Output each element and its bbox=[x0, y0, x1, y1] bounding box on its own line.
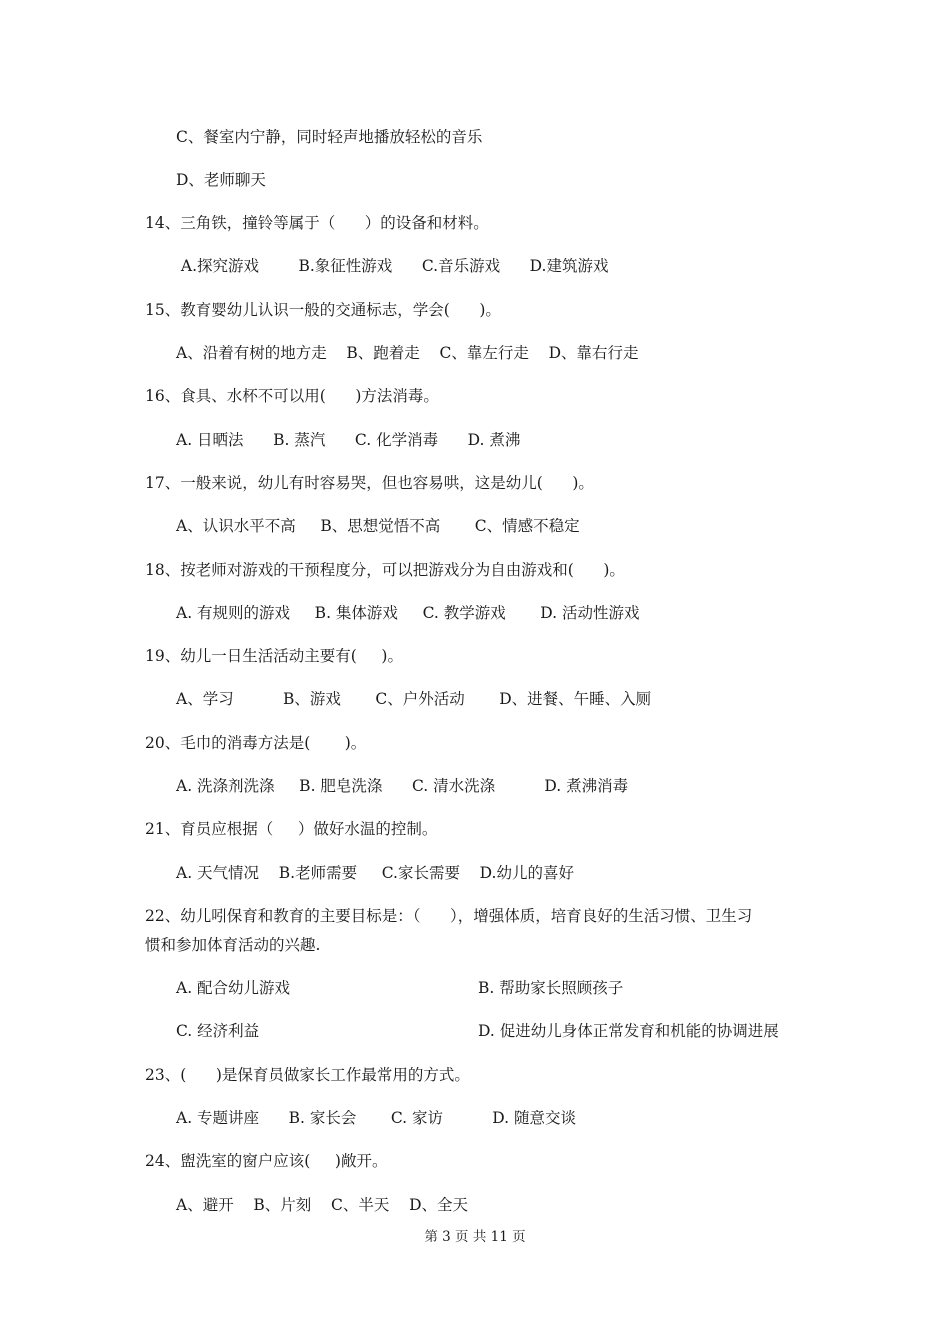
options-24: A、避开 B、片刻 C、半天 D、全天 bbox=[176, 1196, 468, 1214]
question-17: 17、一般来说，幼儿有时容易哭，但也容易哄，这是幼儿( )。 bbox=[145, 474, 594, 492]
question-24: 24、盥洗室的窗户应该( )敞开。 bbox=[145, 1152, 388, 1170]
question-16: 16、食具、水杯不可以用( )方法消毒。 bbox=[145, 387, 439, 405]
options-16: A. 日晒法 B. 蒸汽 C. 化学消毒 D. 煮沸 bbox=[176, 431, 521, 449]
question-19: 19、幼儿一日生活活动主要有( )。 bbox=[145, 647, 403, 665]
question-14: 14、三角铁，撞铃等属于（ ）的设备和材料。 bbox=[145, 214, 489, 232]
option-line: D、老师聊天 bbox=[176, 171, 266, 189]
options-17: A、认识水平不高 B、思想觉悟不高 C、情感不稳定 bbox=[176, 517, 580, 535]
question-22-continued: 惯和参加体育活动的兴趣. bbox=[145, 936, 321, 954]
option-22-b: B. 帮助家长照顾孩子 bbox=[478, 979, 624, 997]
question-20: 20、毛巾的消毒方法是( )。 bbox=[145, 734, 367, 752]
option-22-d: D. 促进幼儿身体正常发育和机能的协调进展 bbox=[478, 1022, 779, 1040]
options-19: A、学习 B、游戏 C、户外活动 D、进餐、午睡、入厕 bbox=[176, 690, 652, 708]
options-23: A. 专题讲座 B. 家长会 C. 家访 D. 随意交谈 bbox=[176, 1109, 577, 1127]
question-22: 22、幼儿吲保育和教育的主要目标是：（ ），增强体质，培育良好的生活习惯、卫生习 bbox=[145, 907, 753, 925]
options-15: A、沿着有树的地方走 B、跑着走 C、靠左行走 D、靠右行走 bbox=[176, 344, 639, 362]
page-footer: 第 3 页 共 11 页 bbox=[424, 1229, 526, 1245]
question-23: 23、( )是保育员做家长工作最常用的方式。 bbox=[145, 1066, 470, 1084]
options-14: A.探究游戏 B.象征性游戏 C.音乐游戏 D.建筑游戏 bbox=[176, 257, 609, 275]
options-20: A. 洗涤剂洗涤 B. 肥皂洗涤 C. 清水洗涤 D. 煮沸消毒 bbox=[176, 777, 629, 795]
options-21: A. 天气情况 B.老师需要 C.家长需要 D.幼儿的喜好 bbox=[176, 864, 574, 882]
option-22-a: A. 配合幼儿游戏 bbox=[176, 979, 291, 997]
question-21: 21、育员应根据（ ）做好水温的控制。 bbox=[145, 820, 438, 838]
option-22-c: C. 经济利益 bbox=[176, 1022, 260, 1040]
question-18: 18、按老师对游戏的干预程度分，可以把游戏分为自由游戏和( )。 bbox=[145, 561, 625, 579]
question-15: 15、教育婴幼儿认识一般的交通标志，学会( )。 bbox=[145, 301, 501, 319]
option-line: C、餐室内宁静，同时轻声地播放轻松的音乐 bbox=[176, 128, 483, 146]
options-18: A. 有规则的游戏 B. 集体游戏 C. 教学游戏 D. 活动性游戏 bbox=[176, 604, 640, 622]
